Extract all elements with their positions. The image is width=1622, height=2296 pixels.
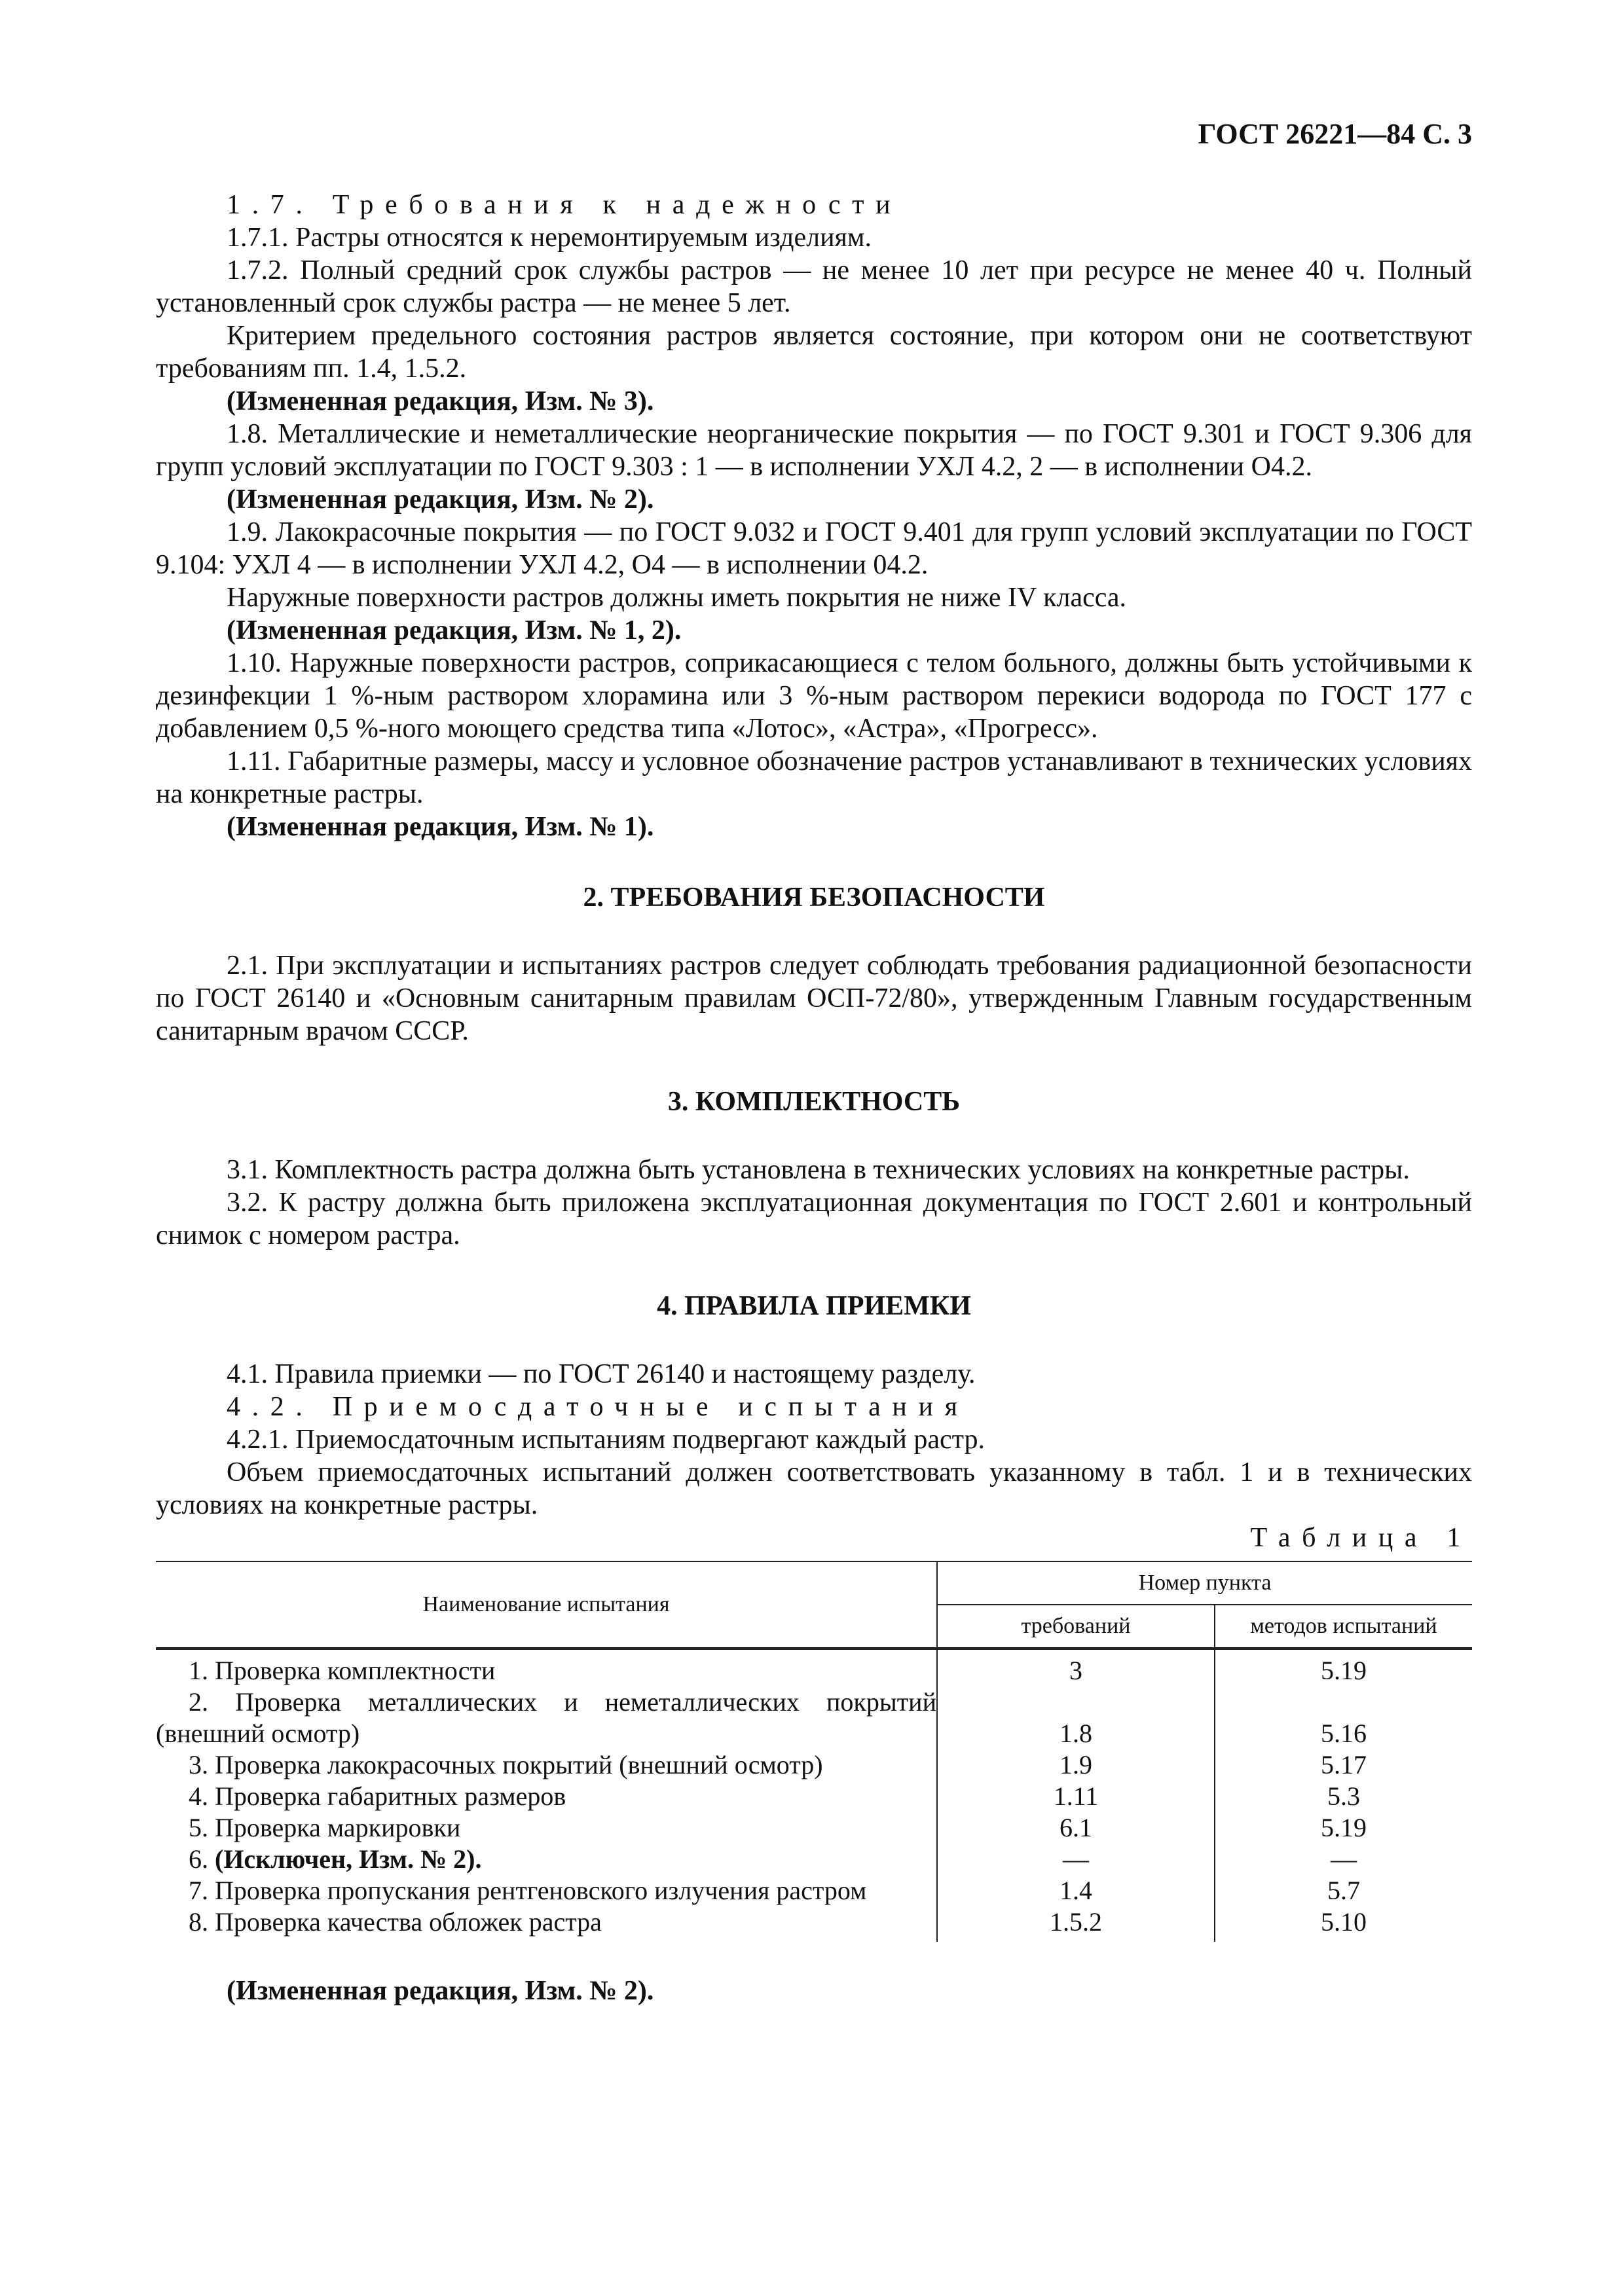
test-name: 4. Проверка габаритных размеров bbox=[189, 1781, 566, 1811]
method-ref: 5.17 bbox=[1321, 1750, 1367, 1779]
paragraph-1-10: 1.10. Наружные поверхности растров, соприкасающиеся с телом больного, должны быть устойчивыми к дезинфекции 1 %-ным раствором хлорамина или 3 %-ным раствором перекиси водорода по ГОСТ 177 с добавлением 0,5 %-ного моющего средства типа «Лотос», «Астра», «Прогресс». bbox=[156, 648, 1472, 744]
paragraph-4-2-1: 4.2.1. Приемосдаточным испытаниям подвергают каждый растр. bbox=[227, 1425, 985, 1455]
column-group-header: Номер пункта bbox=[937, 1561, 1472, 1605]
subsection-title-4-2: 4.2. Приемосдаточные испытания bbox=[227, 1392, 969, 1422]
method-ref: 5.19 bbox=[1321, 1813, 1367, 1842]
excluded-note: (Исключен, Изм. № 2). bbox=[215, 1844, 482, 1874]
paragraph-criterion: Критерием предельного состояния растров является состояние, при котором они не соответствуют требованиям пп. 1.4, 1.5.2. bbox=[156, 321, 1472, 384]
test-name: 8. Проверка качества обложек растра bbox=[189, 1907, 602, 1937]
test-name: 3. Проверка лакокрасочных покрытий (внешний осмотр) bbox=[189, 1750, 823, 1779]
paragraph-scope: Объем приемосдаточных испытаний должен соответствовать указанному в табл. 1 и в технических условиях на конкретные растры. bbox=[156, 1457, 1472, 1520]
requirement-ref: 1.11 bbox=[937, 1781, 1215, 1812]
paragraph-surfaces: Наружные поверхности растров должны иметь покрытия не ниже IV класса. bbox=[227, 583, 1127, 613]
page-header: ГОСТ 26221—84 С. 3 bbox=[1198, 118, 1472, 150]
paragraph-1-8: 1.8. Металлические и неметаллические неорганические покрытия — по ГОСТ 9.301 и ГОСТ 9.306 для групп условий эксплуатации по ГОСТ 9.303 : 1 — в исполнении УХЛ 4.2, 2 — в исполнении О4.2. bbox=[156, 419, 1472, 482]
table-row bbox=[156, 1906, 1472, 1942]
table-caption: Таблица 1 bbox=[1250, 1523, 1472, 1553]
requirement-ref: 1.5.2 bbox=[937, 1906, 1215, 1942]
method-ref: 5.3 bbox=[1327, 1781, 1360, 1811]
paragraph-3-2: 3.2. К растру должна быть приложена эксплуатационная документация по ГОСТ 2.601 и контрольный снимок с номером растра. bbox=[156, 1188, 1472, 1250]
method-ref: 5.7 bbox=[1327, 1876, 1360, 1905]
tests-table bbox=[156, 1561, 1472, 1942]
table-row bbox=[156, 1812, 1472, 1844]
amendment-note: (Измененная редакция, Изм. № 2). bbox=[227, 484, 654, 515]
section-title-completeness: 3. КОМПЛЕКТНОСТЬ bbox=[667, 1087, 961, 1117]
table-row bbox=[156, 1875, 1472, 1906]
amendment-note: (Измененная редакция, Изм. № 3). bbox=[227, 386, 654, 416]
paragraph-2-1: 2.1. При эксплуатации и испытаниях растров следует соблюдать требования радиационной безопасности по ГОСТ 26140 и «Основным санитарным правилам ОСП-72/80», утвержденным Главным государственным санитарным врачом СССР. bbox=[156, 951, 1472, 1046]
method-ref: — bbox=[1331, 1844, 1357, 1874]
column-header-requirements: требований bbox=[937, 1605, 1215, 1649]
method-ref: 5.19 bbox=[1321, 1656, 1367, 1685]
table-row bbox=[156, 1649, 1472, 1686]
paragraph-4-1: 4.1. Правила приемки — по ГОСТ 26140 и настоящему разделу. bbox=[227, 1359, 976, 1389]
paragraph-3-1: 3.1. Комплектность растра должна быть установлена в технических условиях на конкретные растры. bbox=[227, 1155, 1410, 1185]
requirement-ref: 6.1 bbox=[937, 1812, 1215, 1844]
test-name: 7. Проверка пропускания рентгеновского излучения растром bbox=[189, 1876, 867, 1905]
paragraph-1-7-1: 1.7.1. Растры относятся к неремонтируемым изделиям. bbox=[227, 223, 872, 253]
requirement-ref: — bbox=[937, 1844, 1215, 1875]
section-title-safety: 2. ТРЕБОВАНИЯ БЕЗОПАСНОСТИ bbox=[583, 883, 1045, 913]
test-name: 2. Проверка металлических и неметаллических покрытий (внешний осмотр) bbox=[156, 1687, 936, 1748]
table-row bbox=[156, 1686, 1472, 1749]
amendment-note-final: (Измененная редакция, Изм. № 2). bbox=[227, 1976, 654, 2006]
method-ref: 5.10 bbox=[1321, 1907, 1367, 1937]
table-row bbox=[156, 1749, 1472, 1781]
section-title-acceptance: 4. ПРАВИЛА ПРИЕМКИ bbox=[657, 1291, 971, 1321]
document-body bbox=[156, 189, 1472, 2007]
requirement-ref: 1.8 bbox=[937, 1686, 1215, 1749]
requirement-ref: 1.4 bbox=[937, 1875, 1215, 1906]
paragraph-1-9: 1.9. Лакокрасочные покрытия — по ГОСТ 9.032 и ГОСТ 9.401 для групп условий эксплуатации по ГОСТ 9.104: УХЛ 4 — в исполнении УХЛ 4.2, О4 — в исполнении 04.2. bbox=[156, 517, 1472, 580]
column-header-methods: методов испытаний bbox=[1215, 1605, 1472, 1649]
method-ref: 5.16 bbox=[1321, 1719, 1367, 1748]
test-name: 5. Проверка маркировки bbox=[189, 1813, 461, 1842]
requirement-ref: 3 bbox=[937, 1649, 1215, 1686]
test-name: 1. Проверка комплектности bbox=[189, 1656, 496, 1685]
paragraph-1-11: 1.11. Габаритные размеры, массу и условное обозначение растров устанавливают в технических условиях на конкретные растры. bbox=[156, 746, 1472, 809]
subsection-title-1-7: 1.7. Требования к надежности bbox=[227, 190, 902, 220]
test-number: 6. bbox=[189, 1844, 208, 1874]
table-row bbox=[156, 1781, 1472, 1812]
amendment-note: (Измененная редакция, Изм. № 1). bbox=[227, 812, 654, 842]
requirement-ref: 1.9 bbox=[937, 1749, 1215, 1781]
table-row bbox=[156, 1844, 1472, 1875]
paragraph-1-7-2: 1.7.2. Полный средний срок службы растров — не менее 10 лет при ресурсе не менее 40 ч. Полный установленный срок службы растра — не менее 5 лет. bbox=[156, 255, 1472, 318]
column-header-name: Наименование испытания bbox=[156, 1561, 937, 1649]
amendment-note: (Измененная редакция, Изм. № 1, 2). bbox=[227, 615, 682, 646]
